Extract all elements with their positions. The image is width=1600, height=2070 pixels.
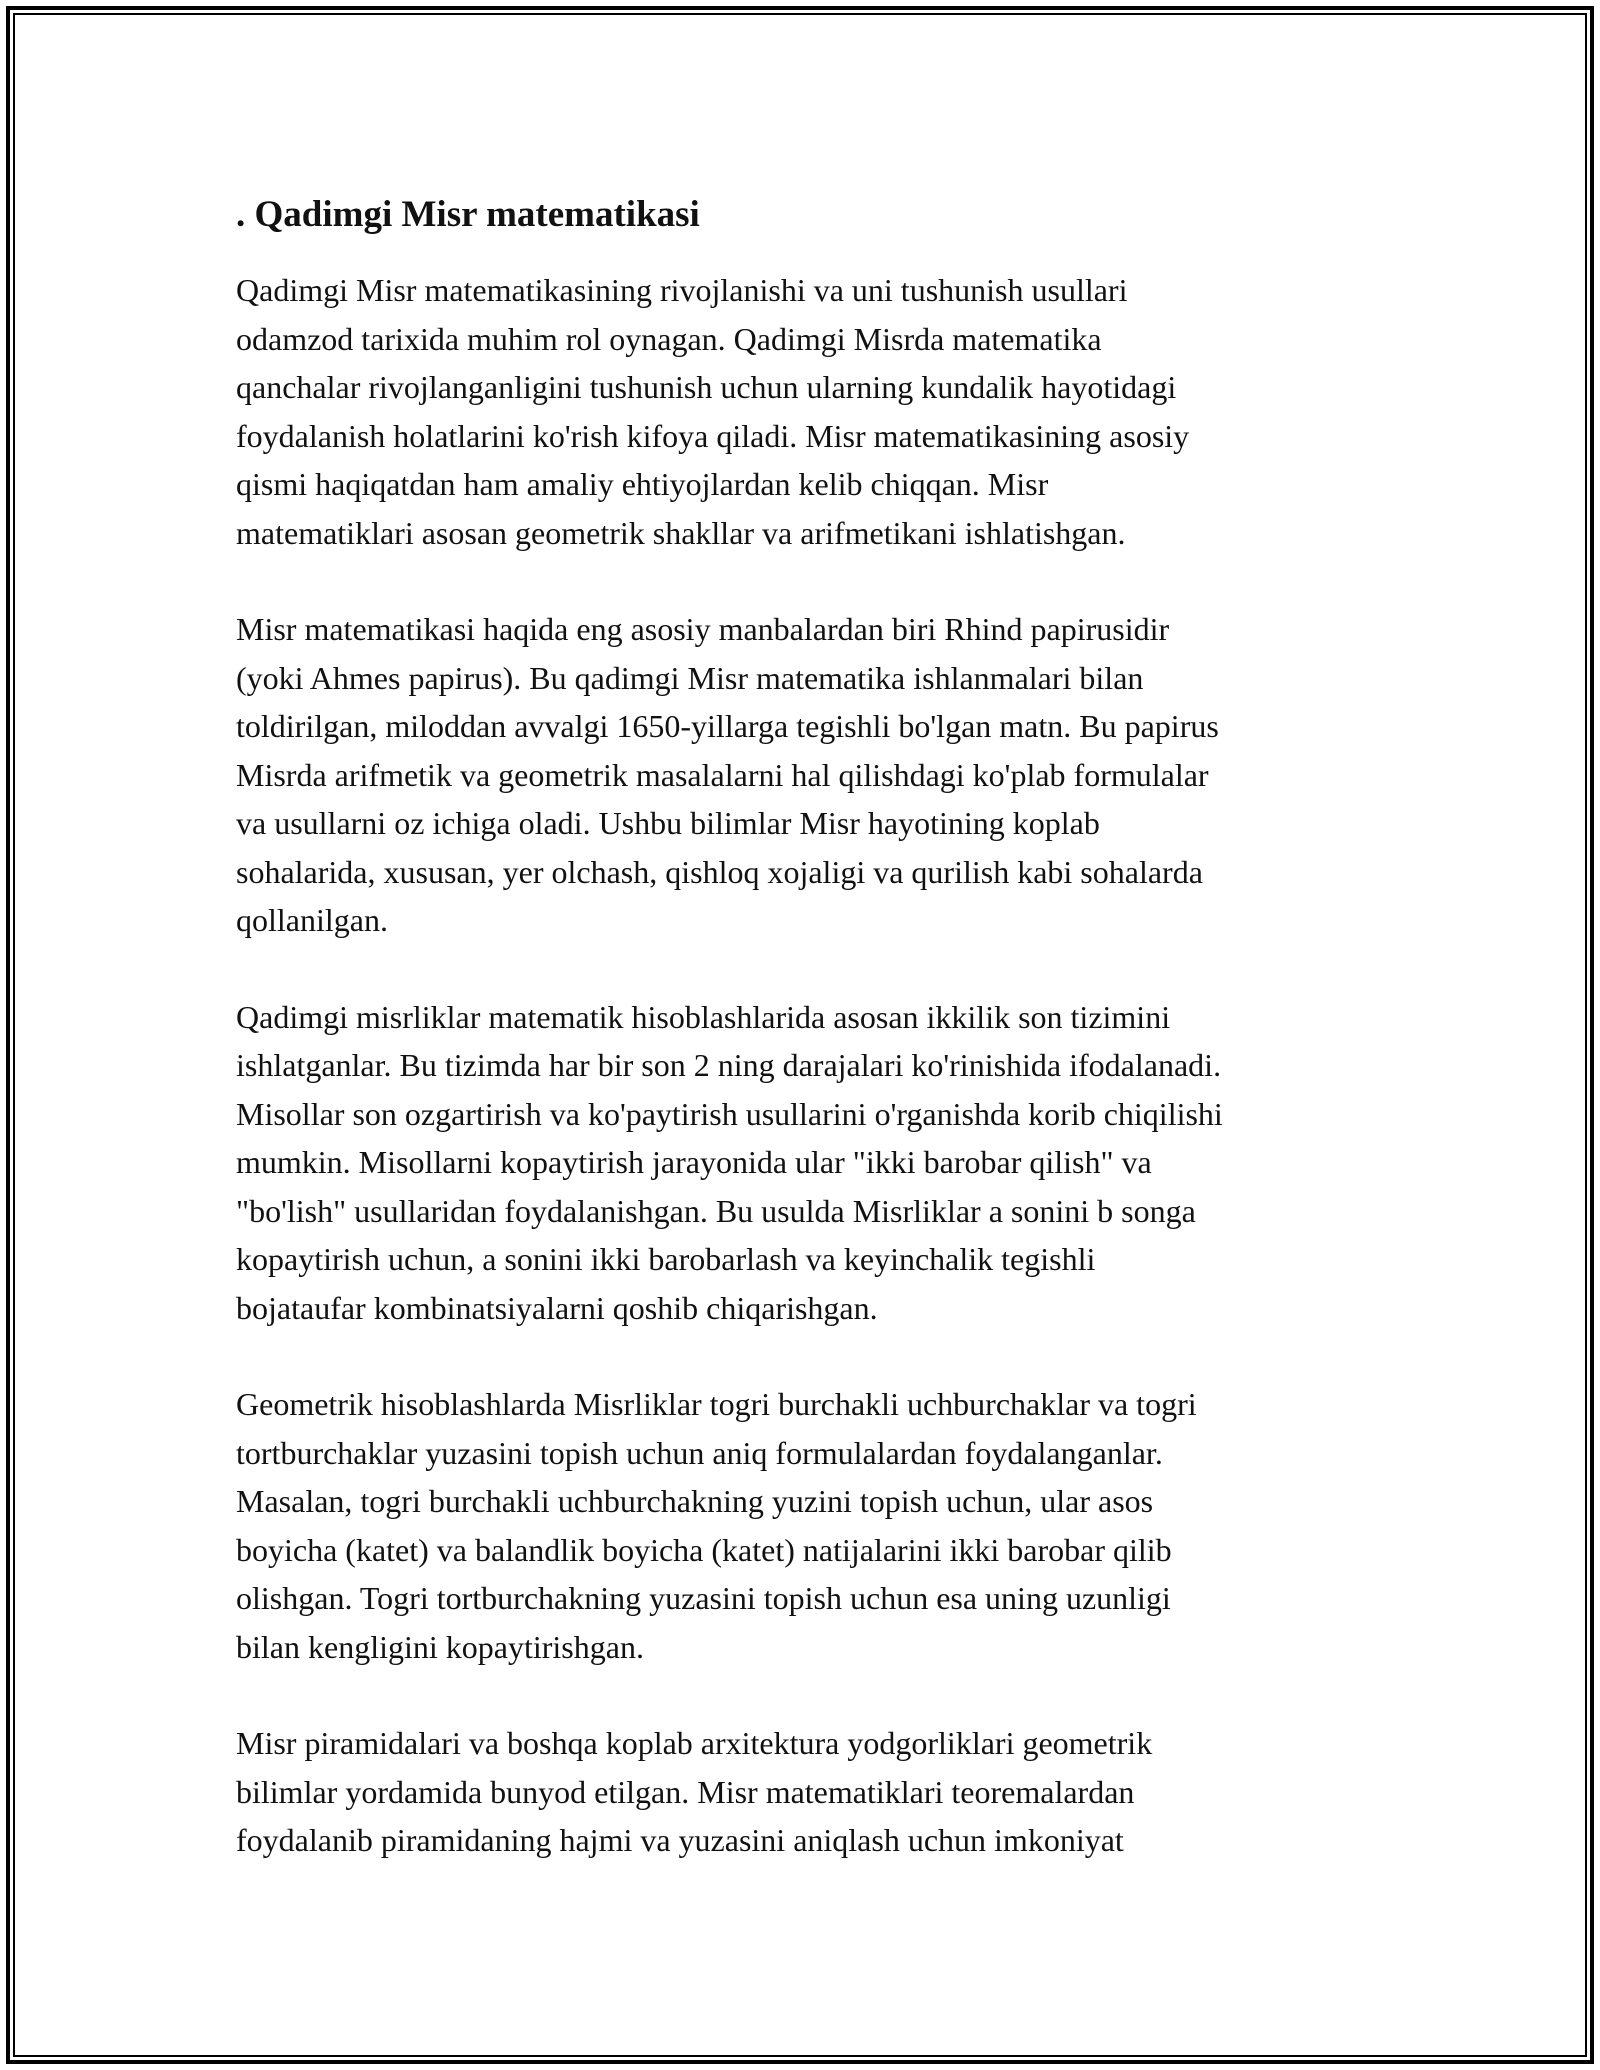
text-line: bojataufar kombinatsiyalarni qoshib chiqarishgan. [236, 1289, 878, 1326]
text-line: "bo'lish" usullaridan foydalanishgan. Bu usulda Misrliklar a sonini b songa [236, 1192, 1196, 1229]
paragraph-1 [236, 266, 1376, 557]
paragraph-2 [236, 605, 1376, 945]
document-body [236, 186, 1376, 1913]
text-line: (yoki Ahmes papirus). Bu qadimgi Misr matematika ishlanmalari bilan [236, 659, 1144, 696]
text-line: Misollar son ozgartirish va ko'paytirish usullarini o'rganishda korib chiqilishi [236, 1095, 1223, 1132]
text-line: Misr piramidalari va boshqa koplab arxitektura yodgorliklari geometrik [236, 1725, 1153, 1761]
text-line: qanchalar rivojlanganligini tushunish uchun ularning kundalik hayotidagi [236, 369, 1177, 405]
text-line: qollanilgan. [236, 902, 388, 938]
text-line: olishgan. Togri tortburchakning yuzasini topish uchun esa uning uzunligi [236, 1580, 1171, 1616]
text-line: Misr matematikasi haqida eng asosiy manbalardan biri Rhind papirusidir [236, 611, 1170, 647]
paragraph-3 [236, 993, 1376, 1333]
paragraph-5 [236, 1719, 1376, 1865]
paragraph-4 [236, 1380, 1376, 1671]
text-line: bilan kengligini kopaytirishgan. [236, 1628, 644, 1665]
text-line: Masalan, togri burchakli uchburchakning yuzini topish uchun, ular asos [236, 1483, 1154, 1519]
text-line: foydalanib piramidaning hajmi va yuzasini aniqlash uchun imkoniyat [236, 1822, 1124, 1858]
text-line: bilimlar yordamida bunyod etilgan. Misr matematiklari teoremalardan [236, 1773, 1135, 1810]
text-line: mumkin. Misollarni kopaytirish jarayonida ular "ikki barobar qilish" va [236, 1144, 1152, 1180]
text-line: Qadimgi Misr matematikasining rivojlanishi va uni tushunish usullari [236, 272, 1128, 308]
text-line: ishlatganlar. Bu tizimda har bir son 2 ning darajalari ko'rinishida ifodalanadi. [236, 1047, 1222, 1083]
text-line: qismi haqiqatdan ham amaliy ehtiyojlardan kelib chiqqan. Misr [236, 466, 1049, 502]
text-line: odamzod tarixida muhim rol oynagan. Qadimgi Misrda matematika [236, 320, 1102, 357]
text-line: Geometrik hisoblashlarda Misrliklar togri burchakli uchburchaklar va togri [236, 1386, 1197, 1422]
text-line: Qadimgi misrliklar matematik hisoblashlarida asosan ikkilik son tizimini [236, 998, 1171, 1035]
text-line: foydalanish holatlarini ko'rish kifoya qiladi. Misr matematikasining asosiy [236, 417, 1190, 454]
text-line: sohalarida, xususan, yer olchash, qishloq xojaligi va qurilish kabi sohalarda [236, 853, 1203, 890]
section-heading: . Qadimgi Misr matematikasi [236, 194, 700, 235]
text-line: boyicha (katet) va balandlik boyicha (katet) natijalarini ikki barobar qilib [236, 1531, 1172, 1568]
text-line: Misrda arifmetik va geometrik masalalarni hal qilishdagi ko'plab formulalar [236, 756, 1209, 793]
text-line: kopaytirish uchun, a sonini ikki barobarlash va keyinchalik tegishli [236, 1241, 1096, 1277]
text-line: toldirilgan, miloddan avvalgi 1650-yillarga tegishli bo'lgan matn. Bu papirus [236, 708, 1219, 744]
text-line: tortburchaklar yuzasini topish uchun aniq formulalardan foydalanganlar. [236, 1434, 1163, 1471]
text-line: va usullarni oz ichiga oladi. Ushbu bilimlar Misr hayotining koplab [236, 805, 1100, 841]
text-line: matematiklari asosan geometrik shakllar va arifmetikani ishlatishgan. [236, 514, 1126, 551]
